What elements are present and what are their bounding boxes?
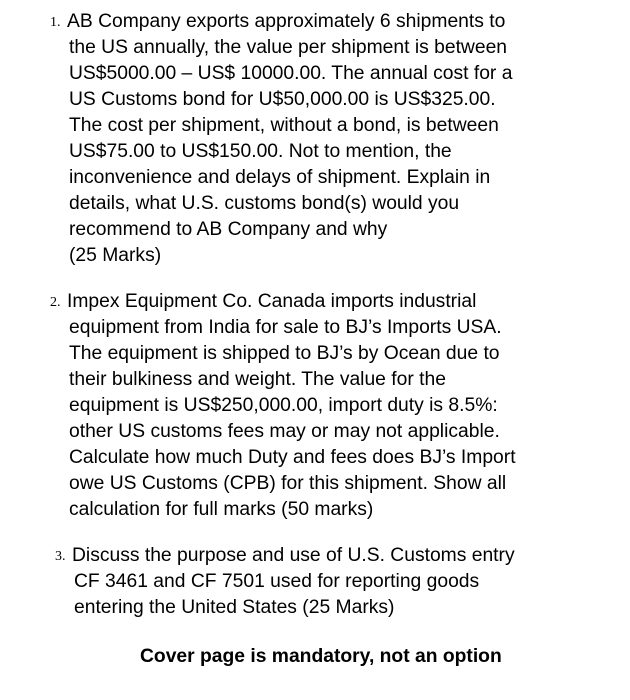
question-line: other US customs fees may or may not applicable. xyxy=(69,421,500,442)
question-line: owe US Customs (CPB) for this shipment. Show all xyxy=(69,473,507,494)
question-line: The equipment is shipped to BJ’s by Ocean due to xyxy=(69,343,500,364)
question-line: recommend to AB Company and why xyxy=(69,219,388,240)
question-number: 2. xyxy=(50,295,61,310)
question-line: equipment is US$250,000.00, import duty is 8.5%: xyxy=(69,395,498,416)
question-line: entering the United States (25 Marks) xyxy=(74,597,395,618)
question-number: 3. xyxy=(55,549,66,564)
question-line: details, what U.S. customs bond(s) would you xyxy=(69,193,460,214)
question-line: US Customs bond for U$50,000.00 is US$325.00. xyxy=(69,89,496,110)
question-line: calculation for full marks (50 marks) xyxy=(69,499,374,520)
question-line: Impex Equipment Co. Canada imports industrial xyxy=(67,291,477,312)
question-line: US$75.00 to US$150.00. Not to mention, the xyxy=(69,141,452,162)
question-line: Discuss the purpose and use of U.S. Customs entry xyxy=(72,545,515,566)
question-line: equipment from India for sale to BJ’s Imports USA. xyxy=(69,317,502,338)
question-line: inconvenience and delays of shipment. Explain in xyxy=(69,167,491,188)
question-line: their bulkiness and weight. The value for the xyxy=(69,369,446,390)
question-line: Calculate how much Duty and fees does BJ’s Import xyxy=(69,447,516,468)
question-line: AB Company exports approximately 6 shipments to xyxy=(67,11,506,32)
question-line: CF 3461 and CF 7501 used for reporting goods xyxy=(74,571,480,592)
question-number: 1. xyxy=(50,15,61,30)
question-line: the US annually, the value per shipment is between xyxy=(69,37,508,58)
cover-page-notice: Cover page is mandatory, not an option xyxy=(140,646,502,667)
question-line: The cost per shipment, without a bond, is between xyxy=(69,115,499,136)
question-line: US$5000.00 – US$ 10000.00. The annual cost for a xyxy=(69,63,513,84)
question-line: (25 Marks) xyxy=(69,245,162,266)
